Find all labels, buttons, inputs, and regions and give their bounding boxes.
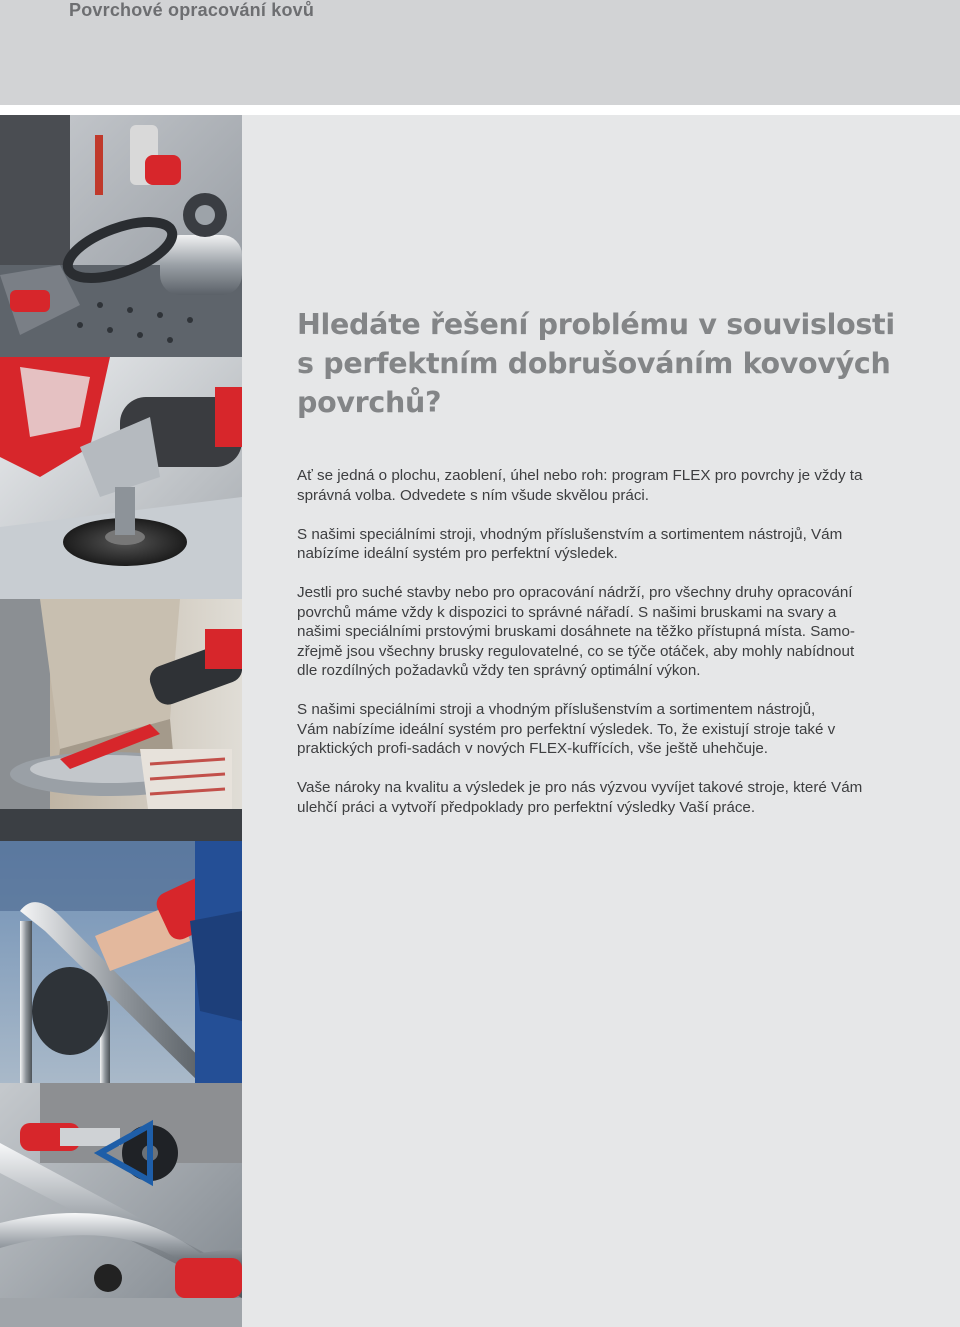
paragraph-intro <box>297 466 863 505</box>
railing-polish-photo <box>0 841 242 1083</box>
headline-line: s perfektním dobrušováním kovových <box>297 347 891 380</box>
headline <box>297 305 895 422</box>
headline-line: Hledáte řešení problému v souvislosti <box>297 308 895 341</box>
paragraph-line: našimi speciálními prstovými bruskami dosáhnete na těžko přístupná místa. Samo- <box>297 623 855 640</box>
section-label: Povrchové opracování kovů <box>69 0 315 20</box>
paragraph-line: Vám nabízíme ideální systém pro perfektní výsledek. To, že existují stroje také v <box>297 720 836 738</box>
tube-sanding-photo <box>0 1083 242 1327</box>
paragraph-line: S našimi speciálními stroji a vhodným příslušenstvím a sortimentem nástrojů, <box>297 701 816 718</box>
paragraph-line: nabízíme ideální systém pro perfektní výsledek. <box>297 545 618 562</box>
paragraph-kits <box>297 700 836 759</box>
photo-column <box>0 115 242 1327</box>
headline-line: povrchů? <box>297 386 442 419</box>
paragraph-quality <box>297 778 863 817</box>
paragraph-line: ulehčí práci a vytvoří předpoklady pro perfektní výsledky Vaší práce. <box>297 798 756 816</box>
paragraph-line: Jestli pro suché stavby nebo pro opracování nádrží, pro všechny druhy opracování <box>297 584 853 601</box>
paragraph-line: správná volba. Odvedete s ním všude skvělou práci. <box>297 486 650 504</box>
angle-polisher-photo <box>0 357 242 599</box>
paragraph-tools <box>297 583 855 681</box>
paragraph-line: zřejmě jsou všechny brusky regulovatelné, co se týče otáček, aby mohly nabídnout <box>297 642 855 660</box>
paragraph-line: povrchů máme vždy k dispozici to správné nářadí. S našimi bruskami na svary a <box>297 603 837 621</box>
paragraph-line: Vaše nároky na kvalitu a výsledek je pro nás výzvou vyvíjet takové stroje, které Vám <box>297 779 863 796</box>
article <box>297 305 895 837</box>
belt-grinder-photo <box>0 115 242 357</box>
paragraph-system <box>297 525 843 564</box>
paragraph-line: S našimi speciálními stroji, vhodným příslušenstvím a sortimentem nástrojů, Vám <box>297 525 843 543</box>
paragraph-line: praktických profi-sadách v nových FLEX-kufřících, vše ještě uhehčuje. <box>297 740 769 757</box>
paragraph-line: Ať se jedná o plochu, zaoblení, úhel nebo roh: program FLEX pro povrchy je vždy ta <box>297 467 863 484</box>
paragraph-line: dle rozdílných požadavků vždy ten správný optimální výkon. <box>297 662 701 679</box>
weld-grinding-photo <box>0 599 242 841</box>
header-divider <box>0 105 960 115</box>
